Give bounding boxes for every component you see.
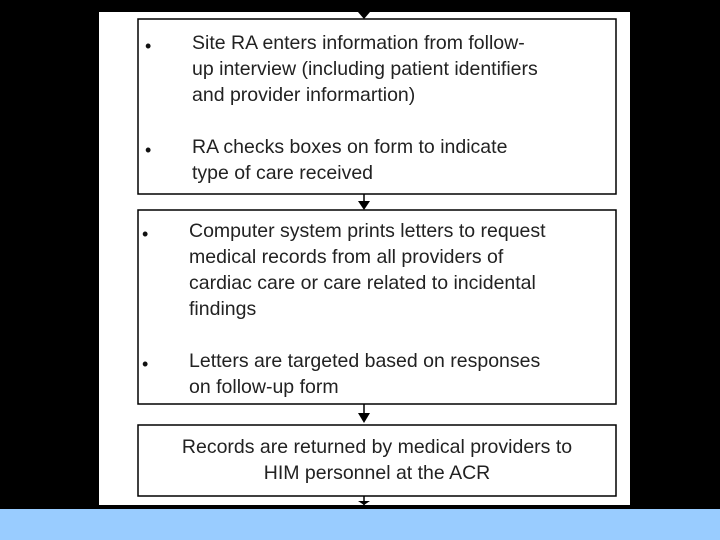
box-1-item-2-text — [192, 134, 507, 186]
box-1-item-1-line-3: and provider informartion) — [192, 84, 416, 106]
box-2-item-2-text — [189, 348, 540, 400]
box-2-item-1-text — [189, 218, 546, 322]
bullet-1-2: • — [145, 140, 152, 160]
box-1-item-1-line-2: up interview (including patient identifiers — [192, 58, 538, 80]
box-2-item-1-line-4: findings — [189, 298, 257, 320]
arrowhead-bottom — [358, 501, 370, 505]
bullet-2-2: • — [142, 354, 149, 374]
bullet-2-1: • — [142, 224, 149, 244]
footer-bar — [0, 509, 720, 540]
box-2-item-2-line-2: on follow-up form — [189, 376, 339, 398]
box-2-item-1-line-3: cardiac care or care related to incidental — [189, 272, 536, 294]
arrowhead-top — [358, 12, 370, 19]
flowchart-slide — [99, 12, 630, 505]
arrowhead-1-2 — [358, 201, 370, 210]
box-1-item-2-line-1: RA checks boxes on form to indicate — [192, 136, 508, 158]
box-2-item-1-line-1: Computer system prints letters to request — [189, 220, 546, 242]
box-1-item-2-line-2: type of care received — [192, 162, 374, 184]
box-2-item-1-line-2: medical records from all providers of — [189, 246, 504, 268]
box-2-item-2-line-1: Letters are targeted based on responses — [189, 350, 541, 372]
box-3-line-2: HIM personnel at the ACR — [263, 462, 491, 484]
box-3-text — [138, 434, 616, 486]
bullet-1-1: • — [145, 36, 152, 56]
box-1-item-1-text — [192, 30, 538, 108]
box-3-line-1: Records are returned by medical providers to — [181, 436, 573, 458]
box-1-item-1-line-1: Site RA enters information from follow- — [192, 32, 525, 54]
arrowhead-2-3 — [358, 413, 370, 423]
